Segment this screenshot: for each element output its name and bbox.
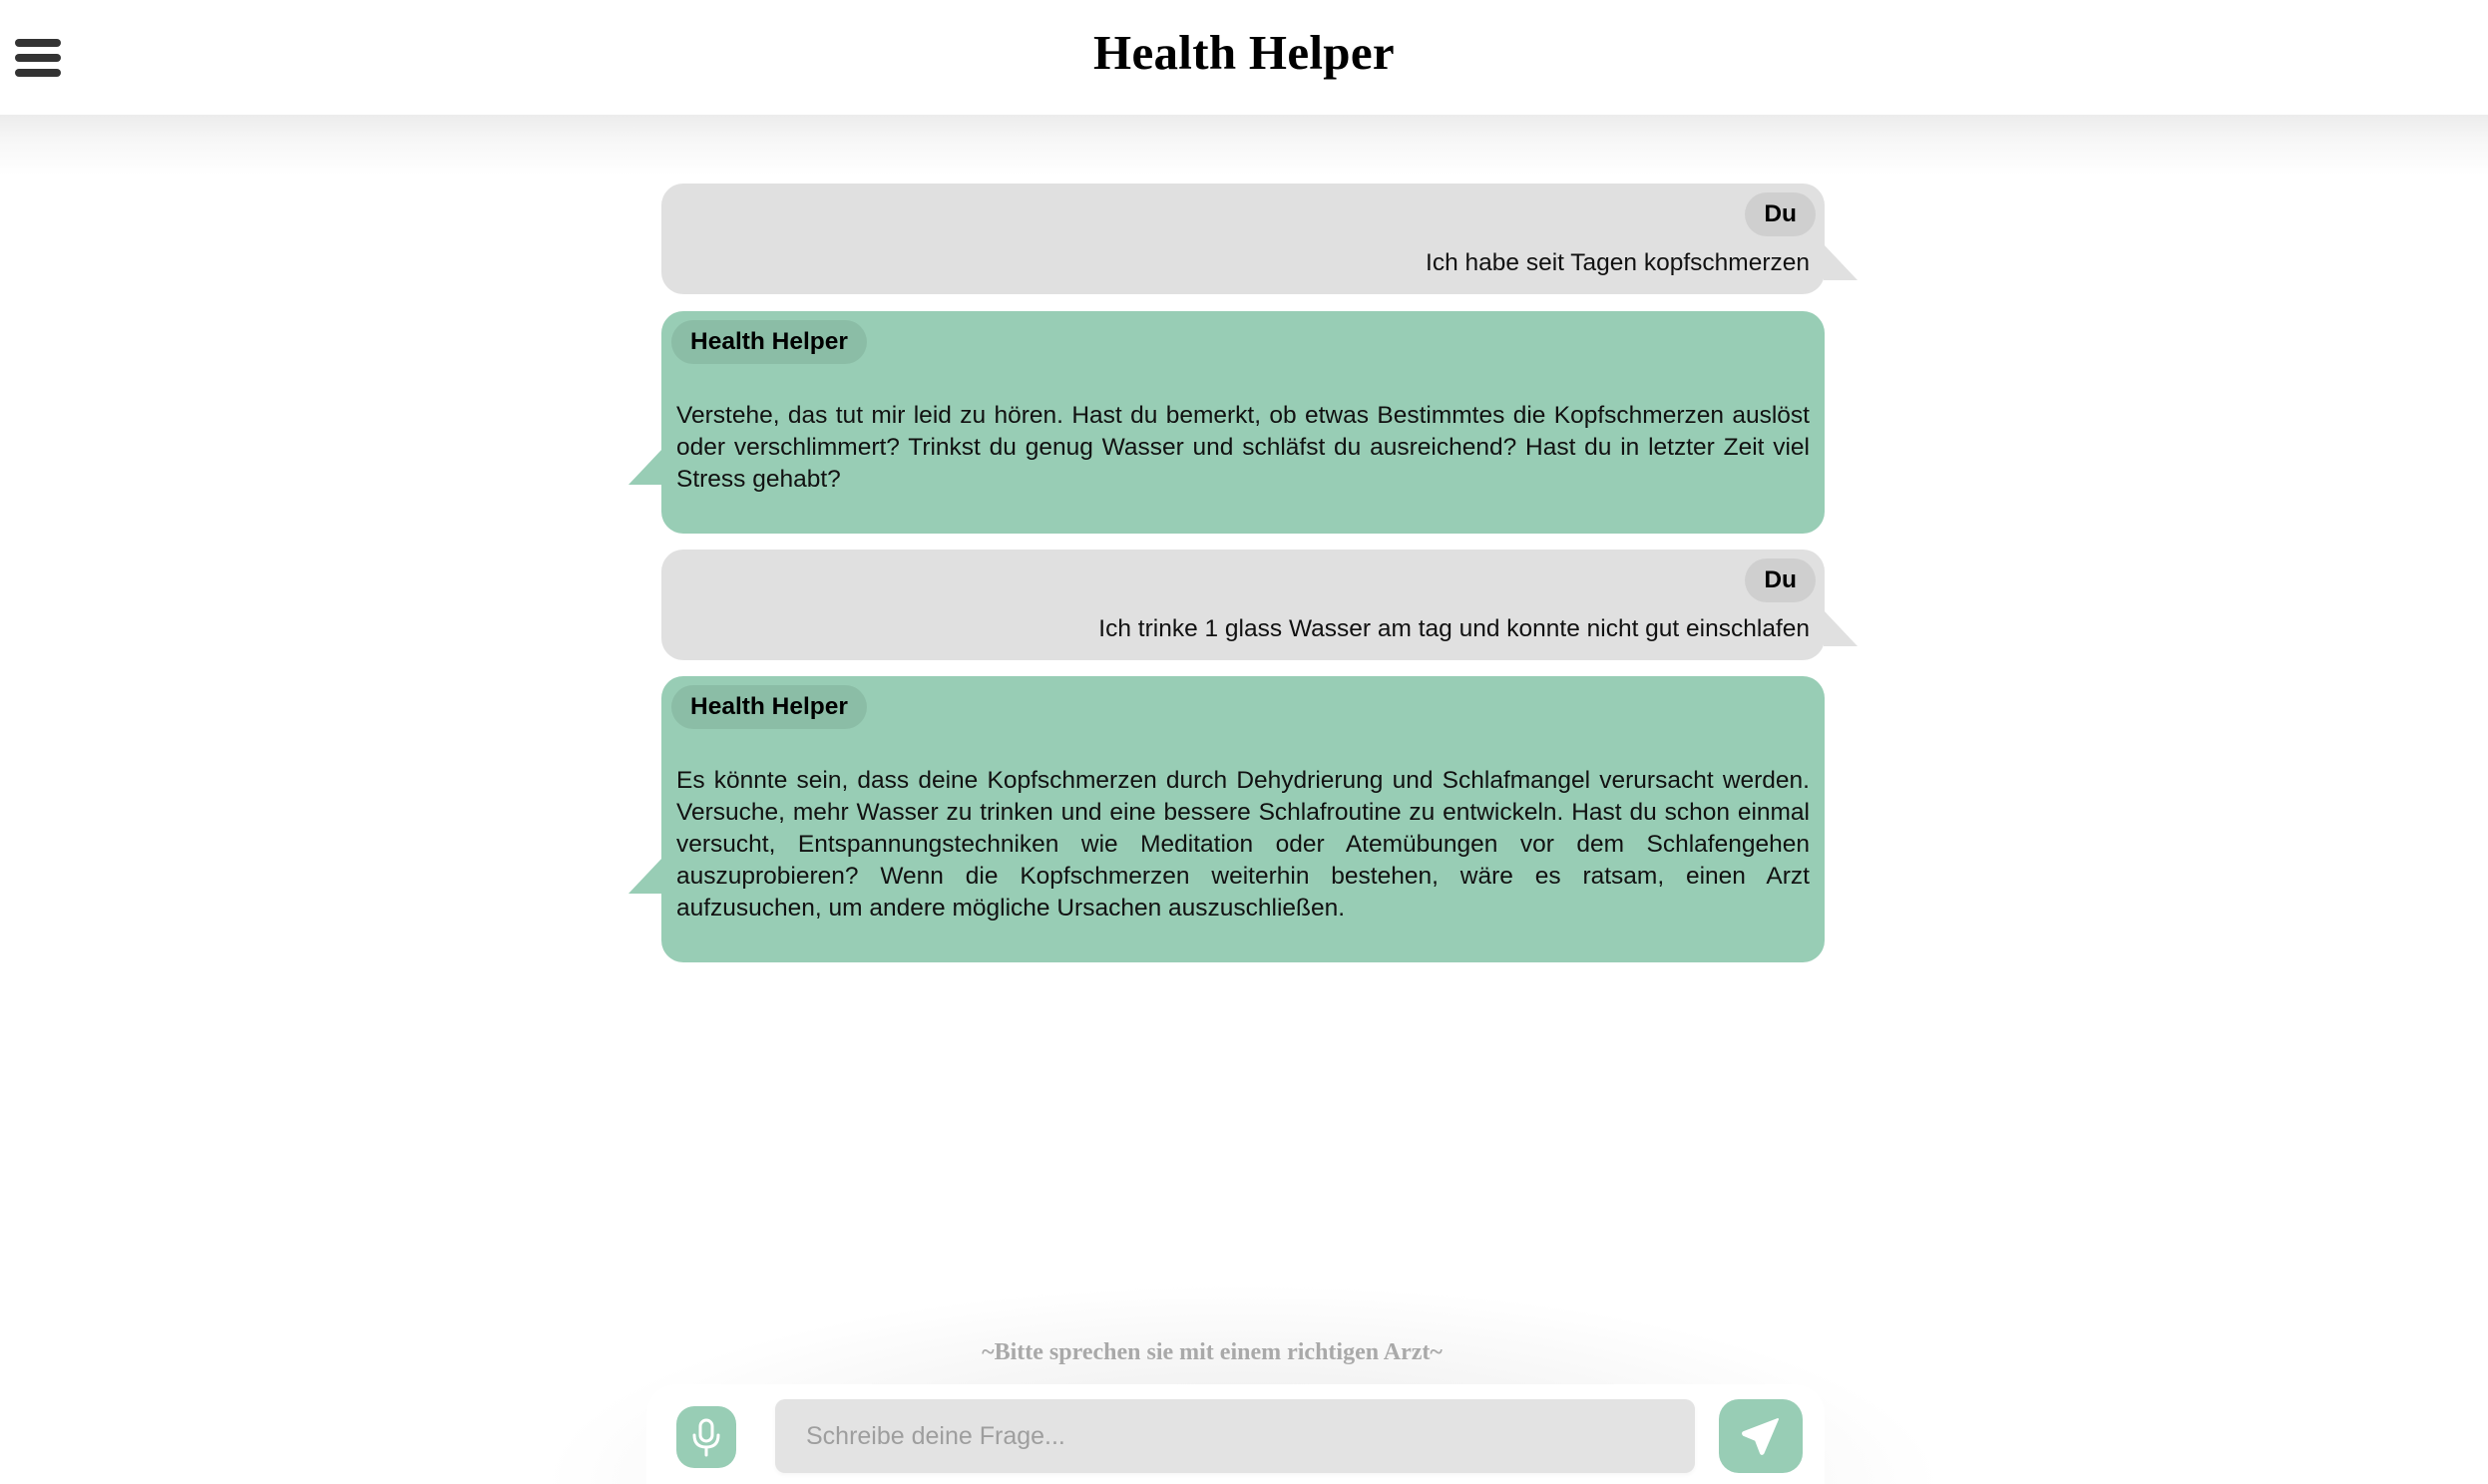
- disclaimer: [0, 1339, 2486, 1366]
- send-button[interactable]: [1719, 1399, 1803, 1473]
- bot-message: [661, 311, 1825, 534]
- message-text: Ich trinke 1 glass Wasser am tag und konnte nicht gut einschlafen: [1098, 615, 1810, 642]
- bubble-tail: [1824, 610, 1858, 646]
- app-title: Health Helper: [1093, 25, 1395, 80]
- microphone-icon: [689, 1417, 723, 1457]
- message-text: Es könnte sein, dass deine Kopfschmerzen durch Dehydrierung und Schlafmangel verursacht werden. Versuche, mehr Wasser zu trinken und eine bessere Schlafroutine zu entwickeln. Hast du schon einmal versucht, Entspannungstechniken wie Meditation oder Atemübungen vor dem Schlafengehen auszuprobieren? Wenn die Kopfschmerzen weiterhin bestehen, wäre es ratsam, einen Arzt aufzusuchen, um andere mögliche Ursachen auszuschließen.: [676, 767, 1810, 922]
- sender-label: Health Helper: [671, 320, 867, 364]
- bubble-tail: [1824, 244, 1858, 280]
- bubble-tail: [628, 449, 662, 485]
- sender-label: Health Helper: [671, 685, 867, 729]
- microphone-button[interactable]: [676, 1406, 736, 1468]
- bubble-tail: [628, 858, 662, 894]
- bot-message: [661, 676, 1825, 962]
- input-bar: [646, 1384, 1825, 1484]
- sender-label: Du: [1745, 192, 1816, 236]
- question-input[interactable]: [775, 1399, 1695, 1473]
- disclaimer-text: ~Bitte sprechen sie mit einem richtigen Arzt~: [982, 1339, 1443, 1365]
- user-message: [661, 550, 1825, 660]
- header-shadow: [0, 115, 2488, 175]
- sender-label: Du: [1745, 558, 1816, 602]
- message-text: Ich habe seit Tagen kopfschmerzen: [1426, 249, 1810, 276]
- send-arrow-icon: [1740, 1415, 1782, 1457]
- app-header: [0, 0, 2488, 115]
- user-message: [661, 184, 1825, 294]
- message-text: Verstehe, das tut mir leid zu hören. Hast du bemerkt, ob etwas Bestimmtes die Kopfschmerzen auslöst oder verschlimmert? Trinkst du genug Wasser und schläfst du ausreichend? Hast du in letzter Zeit viel Stress gehabt?: [676, 402, 1810, 493]
